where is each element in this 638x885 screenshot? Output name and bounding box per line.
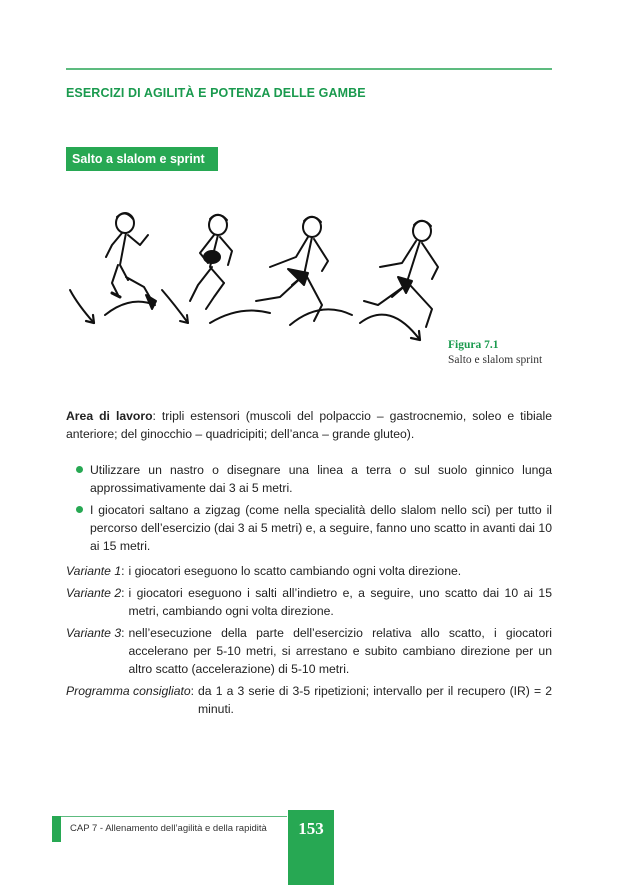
variant-label: Variante 3 [66, 626, 122, 640]
work-area-paragraph [66, 407, 552, 443]
bullet-icon [76, 466, 83, 473]
list-item: I giocatori saltano a zigzag (come nella specialità dello slalom nello sci) per tutto il percorso dell’esercizio (dai 3 ai 5 metri) e, a seguire, fanno uno scatto in avanti dai 10 ai 15 metri. [76, 501, 552, 555]
figure-caption [448, 338, 542, 368]
footer-rule [61, 816, 287, 817]
bullet-icon [76, 506, 83, 513]
movement-arrows [70, 290, 420, 340]
program-row: Programma consigliato : da 1 a 3 serie di 3-5 ripetizioni; intervallo per il recupero (IR) = 2 minuti. [66, 684, 552, 716]
page-number: 153 [288, 810, 334, 885]
work-area-label: Area di lavoro [66, 409, 153, 423]
variants-list [66, 562, 552, 722]
work-area-text: : tripli estensori (muscoli del polpaccio – gastrocnemio, soleo e tibiale anteriore; del ginocchio – quadricipiti; dell’anca – grande gluteo). [66, 409, 552, 441]
athlete-3 [256, 217, 328, 321]
variant-text: i giocatori eseguono i salti all’indietro e, a seguire, uno scatto dai 10 ai 15 metri, cambiando ogni volta direzione. [128, 586, 552, 618]
athlete-1 [106, 213, 156, 309]
exercise-title: Salto a slalom e sprint [66, 147, 218, 171]
figure-caption-text: Salto e slalom sprint [448, 354, 543, 366]
header-rule [66, 68, 552, 70]
variant-label: Variante 1 [66, 564, 122, 578]
athlete-4 [364, 221, 438, 327]
footer-accent-bar [52, 816, 61, 842]
variant-row: Variante 1 : i giocatori eseguono lo scatto cambiando ogni volta direzione. [66, 562, 552, 580]
instruction-list [76, 461, 552, 559]
program-text: da 1 a 3 serie di 3-5 ripetizioni; intervallo per il recupero (IR) = 2 minuti. [198, 684, 552, 716]
section-title: ESERCIZI DI AGILITÀ E POTENZA DELLE GAMBE [66, 86, 366, 100]
variant-row: Variante 2 : i giocatori eseguono i salti all’indietro e, a seguire, uno scatto dai 10 ai 15 metri, cambiando ogni volta direzione. [66, 586, 552, 618]
figure-label: Figura 7.1 [448, 339, 499, 351]
variant-text: nell’esecuzione della parte dell’esercizio relativa allo scatto, i giocatori accelerano per 5-10 metri, si arrestano e subito cambiano direzione per un altro scatto (accelerazione) di 5-10 metri. [128, 626, 552, 676]
chapter-footer: CAP 7 - Allenamento dell’agilità e della rapidità [70, 823, 267, 834]
athlete-2 [190, 215, 232, 309]
list-item: Utilizzare un nastro o disegnare una linea a terra o sul suolo ginnico lunga approssimativamente dai 3 ai 5 metri. [76, 461, 552, 497]
variant-row: Variante 3 : nell’esecuzione della parte dell’esercizio relativa allo scatto, i giocatori accelerano per 5-10 metri, si arrestano e subito cambiano direzione per un altro scatto (accelerazione) di 5-10 metri. [66, 626, 552, 676]
variant-text: i giocatori eseguono lo scatto cambiando ogni volta direzione. [128, 564, 462, 578]
program-label: Programma consigliato [66, 684, 191, 698]
variant-label: Variante 2 [66, 586, 122, 600]
sprint-figure-illustration [60, 205, 455, 370]
